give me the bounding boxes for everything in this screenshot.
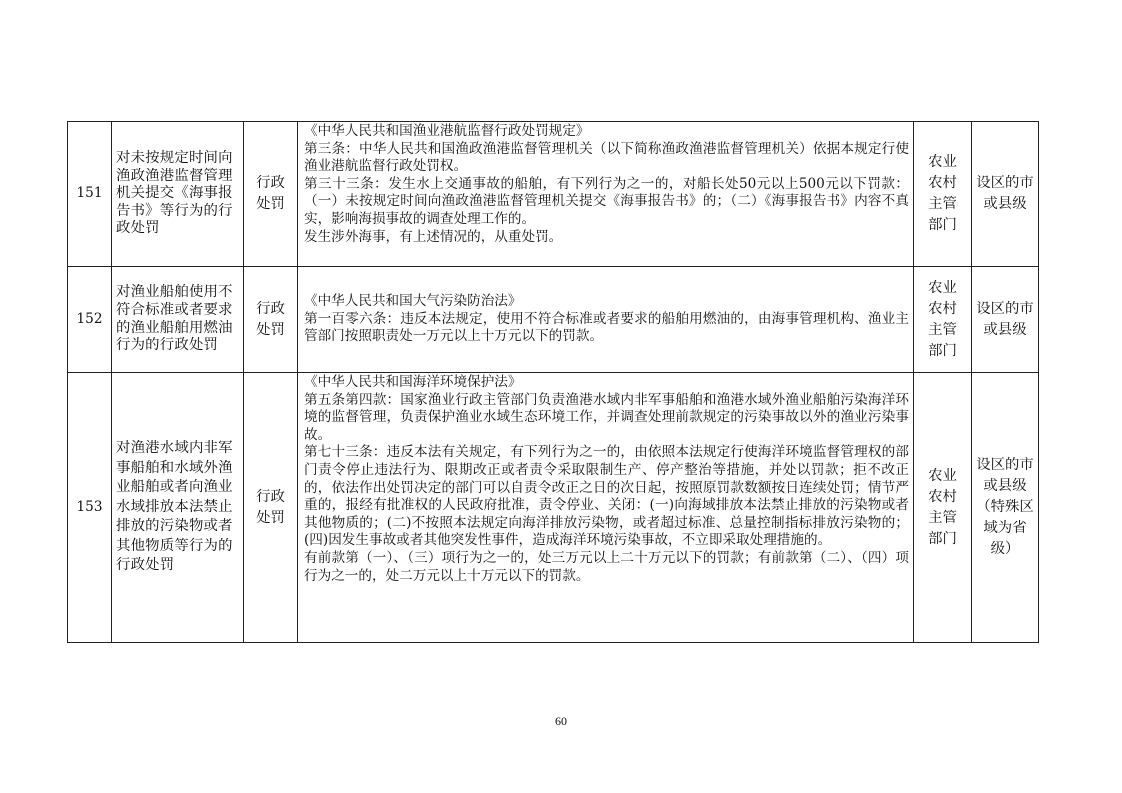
dept-line: 主管 [928, 509, 957, 526]
implementing-level [972, 373, 1039, 643]
dept-line: 部门 [928, 530, 957, 547]
dept-line: 主管 [928, 321, 957, 338]
dept-line: 农村 [928, 488, 957, 505]
basis-law-title: 《中华人民共和国大气污染防治法》 [304, 293, 522, 310]
level-line: 设区的市 [976, 457, 1034, 473]
row-number: 151 [68, 122, 112, 267]
legal-basis [298, 122, 914, 267]
category-text: 行政处罚 [256, 300, 285, 338]
item-category [244, 373, 298, 643]
level-line: 或县级 [983, 196, 1027, 212]
page-number: 60 [555, 714, 567, 728]
dept-line: 部门 [928, 217, 957, 233]
implementing-level [972, 267, 1039, 373]
basis-clause: 第三条：中华人民共和国渔政渔港监督管理机关（以下简称渔政渔港监督管理机关）依据本规定行使渔业港航监督行政处罚权。 [304, 140, 909, 175]
category-text: 行政处罚 [256, 175, 285, 212]
item-name: 对未按规定时间向渔政渔港监督管理机关提交《海事报告书》等行为的行政处罚 [112, 122, 244, 267]
dept-line: 农村 [928, 175, 957, 191]
implementing-level [972, 122, 1039, 267]
level-line: 设区的市 [976, 175, 1034, 191]
legal-basis [298, 373, 914, 643]
category-text: 行政处罚 [256, 488, 285, 526]
dept-line: 农村 [928, 300, 957, 317]
item-category [244, 122, 298, 267]
dept-line: 主管 [928, 196, 957, 212]
table-row [68, 122, 1039, 267]
dept-line: 农业 [928, 154, 957, 170]
basis-clause: 第七十三条：违反本法有关规定，有下列行为之一的，由依照本法规定行使海洋环境监督管理权的部门责令停止违法行为、限期改正或者责令采取限制生产、停产整治等措施，并处以罚款；拒不改正的，依法作出处罚决定的部门可以自责令改正之日的次日起，按照原罚款数额按日连续处罚；情节严重的，报经有批准权的人民政府批准，责令停业、关闭：(一)向海域排放本法禁止排放的污染物或者其他物质的；(二)不按照本法规定向海洋排放污染物，或者超过标准、总量控制指标排放污染物的；(四)因发生事故或者其他突发性事件，造成海洋环境污染事故，不立即采取处理措施的。 [304, 444, 909, 549]
basis-clause: 第五条第四款：国家渔业行政主管部门负责渔港水域内非军事船舶和渔港水域外渔业船舶污染海洋环境的监督管理，负责保护渔业水域生态环境工作，并调查处理前款规定的污染事故以外的渔业污染事故。 [304, 391, 909, 443]
row-number: 153 [68, 373, 112, 643]
implementing-department [914, 267, 972, 373]
item-name: 对渔业船舶使用不符合标准或者要求的渔业船舶用燃油行为的行政处罚 [112, 267, 244, 373]
item-name: 对渔港水域内非军事船舶和水域外渔业船舶或者向渔业水域排放本法禁止排放的污染物或者其他物质等行为的行政处罚 [112, 373, 244, 643]
item-category [244, 267, 298, 373]
legal-basis [298, 267, 914, 373]
level-line: （特殊区 [976, 499, 1034, 515]
basis-clause: 有前款第（一）、（三）项行为之一的，处三万元以上二十万元以下的罚款；有前款第（二）、（四）项行为之一的，处二万元以上十万元以下的罚款。 [304, 549, 909, 584]
dept-line: 农业 [928, 279, 957, 296]
table-row [68, 267, 1039, 373]
dept-line: 部门 [928, 342, 957, 359]
dept-line: 农业 [928, 467, 957, 484]
basis-law-title: 《中华人民共和国渔业港航监督行政处罚规定》 [304, 123, 590, 139]
basis-clause: 第三十三条：发生水上交通事故的船舶，有下列行为之一的，对船长处50元以上500元以下罚款：（一）未按规定时间向渔政渔港监督管理机关提交《海事报告书》的；（二）《海事报告书》内容不真实，影响海损事故的调查处理工作的。 [304, 175, 909, 227]
level-line: 或县级 [983, 321, 1027, 338]
implementing-department [914, 373, 972, 643]
basis-law-title: 《中华人民共和国海洋环境保护法》 [304, 374, 522, 390]
level-line: 或县级 [983, 478, 1027, 494]
penalty-table [67, 121, 1039, 643]
row-number: 152 [68, 267, 112, 373]
basis-clause: 发生涉外海事，有上述情况的，从重处罚。 [304, 228, 563, 245]
implementing-department [914, 122, 972, 267]
level-line: 级） [990, 541, 1020, 557]
level-line: 域为省 [983, 520, 1027, 536]
basis-clause: 第一百零六条：违反本法规定，使用不符合标准或者要求的船舶用燃油的，由海事管理机构、渔业主管部门按照职责处一万元以上十万元以下的罚款。 [304, 310, 909, 345]
level-line: 设区的市 [976, 300, 1034, 317]
table-row [68, 373, 1039, 643]
